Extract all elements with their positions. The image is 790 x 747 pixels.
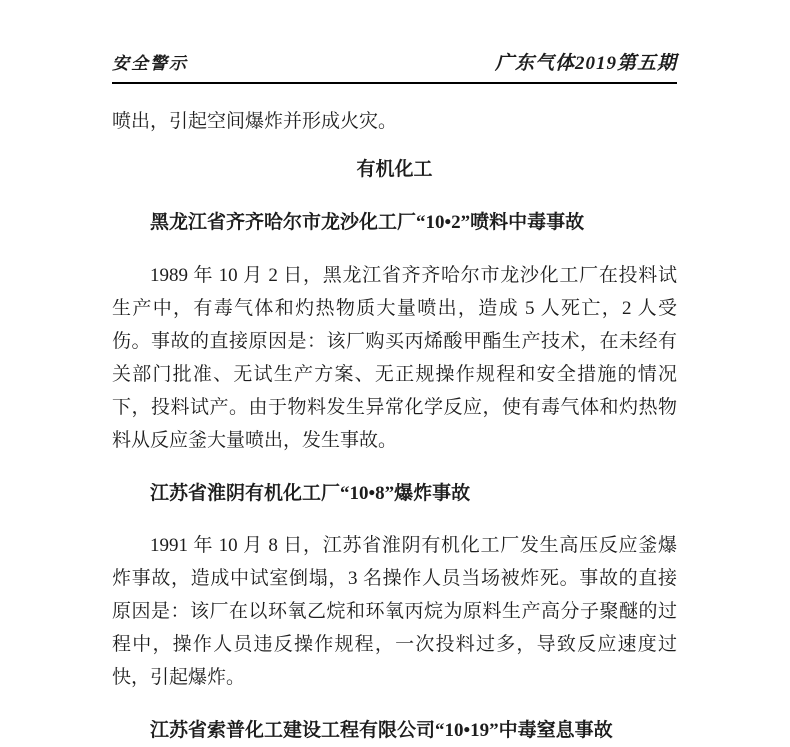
document-body [112, 105, 677, 747]
article-title: 江苏省淮阴有机化工厂“10•8”爆炸事故 [150, 483, 471, 504]
article-body: 1991 年 10 月 8 日，江苏省淮阴有机化工厂发生高压反应釜爆炸事故，造成中试室倒塌，3 名操作人员当场被炸死。事故的直接原因是：该厂在以环氧乙烷和环氧丙烷为原料生产高分子聚醚的过程中，操作人员违反操作规程，一次投料过多，导致反应速度过快，引起爆炸。 [112, 535, 677, 688]
article [112, 714, 677, 747]
article [112, 206, 677, 457]
article-body: 1989 年 10 月 2 日，黑龙江省齐齐哈尔市龙沙化工厂在投料试生产中，有毒气体和灼热物质大量喷出，造成 5 人死亡，2 人受伤。事故的直接原因是：该厂购买丙烯酸甲酯生产技术，在未经有关部门批准、无试生产方案、无正规操作规程和安全措施的情况下，投料试产。由于物料发生异常化学反应，使有毒气体和灼热物料从反应釜大量喷出，发生事故。 [112, 265, 677, 451]
article-title: 江苏省索普化工建设工程有限公司“10•19”中毒窒息事故 [150, 720, 613, 741]
section-heading: 有机化工 [356, 159, 433, 180]
article-title: 黑龙江省齐齐哈尔市龙沙化工厂“10•2”喷料中毒事故 [150, 212, 585, 233]
header-left-text: 安全警示 [112, 54, 188, 73]
article [112, 477, 677, 694]
continuation-paragraph: 喷出，引起空间爆炸并形成火灾。 [112, 111, 398, 132]
page-header [112, 0, 677, 84]
header-right-text: 广东气体2019第五期 [494, 53, 677, 74]
